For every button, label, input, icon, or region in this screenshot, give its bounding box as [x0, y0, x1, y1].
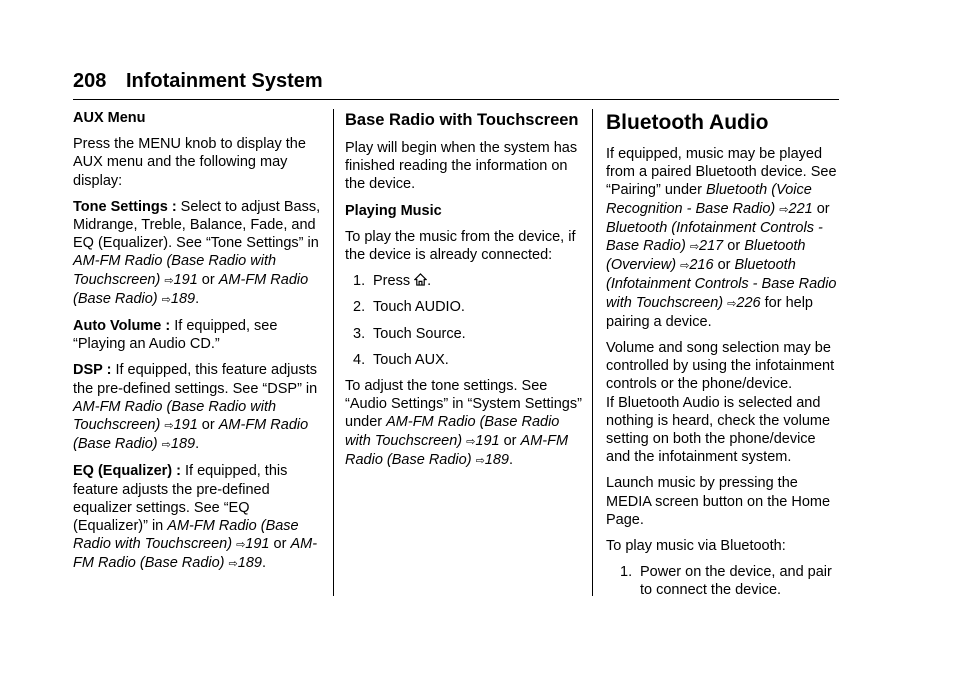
tone-page-1[interactable]: 191 — [173, 271, 198, 288]
playing-music-heading: Playing Music — [345, 202, 442, 219]
auto-volume-text: If equipped, see “Playing an Audio CD.” — [73, 318, 278, 353]
dsp-entry — [73, 361, 323, 454]
bt-or-3: or — [713, 257, 735, 274]
auto-volume-entry — [73, 317, 323, 353]
dsp-or: or — [197, 417, 219, 434]
bt-paragraph-4: Launch music by pressing the MEDIA screen button on the Home Page. — [606, 475, 831, 528]
tone-page-2[interactable]: 189 — [170, 290, 196, 307]
bt-end: for help pairing a device. — [606, 294, 813, 330]
eq-ref-1[interactable]: AM-FM Radio (Base Radio with Touchscreen) — [73, 518, 299, 553]
bt-ref-4[interactable]: Bluetooth (Infotainment Controls - Base Radio with Touchscreen) — [606, 257, 837, 311]
step-end: . — [427, 273, 432, 290]
bt-page-4[interactable]: 226 — [736, 294, 761, 311]
column-3 — [606, 109, 840, 608]
list-item — [353, 272, 583, 290]
eq-page-2[interactable]: 189 — [237, 555, 262, 572]
eq-or: or — [269, 536, 291, 553]
dsp-ref-1[interactable]: AM-FM Radio (Base Radio with Touchscreen) — [73, 398, 277, 434]
bt-paragraph-5: To play music via Bluetooth: — [606, 538, 786, 555]
step-number: 1. — [620, 564, 633, 581]
adjust-text: To adjust the tone settings. See “Audio Settings” in “System Settings” under — [345, 378, 582, 431]
column-1 — [73, 109, 323, 582]
page-number: 208 — [73, 70, 107, 92]
page-reference-arrow-icon: ⇨ — [236, 539, 246, 552]
column-divider-2 — [592, 109, 593, 596]
step-text: Touch Source. — [373, 325, 466, 342]
aux-menu-heading: AUX Menu — [73, 110, 146, 126]
page-reference-arrow-icon: ⇨ — [475, 454, 485, 467]
step-text: Power on the device, and pair to connect the device. — [640, 564, 832, 599]
step-text — [373, 272, 583, 290]
dsp-page-1[interactable]: 191 — [173, 417, 198, 434]
step-number: 3. — [353, 325, 366, 342]
dsp-ref-2[interactable]: AM-FM Radio (Base Radio) — [73, 417, 309, 453]
column-2 — [345, 109, 583, 478]
list-item — [353, 351, 583, 369]
bt-page-3[interactable]: 216 — [689, 257, 714, 274]
page-reference-arrow-icon: ⇨ — [161, 439, 171, 452]
tone-settings-label: Tone Settings : — [73, 198, 177, 215]
bluetooth-intro — [606, 145, 840, 331]
eq-entry — [73, 462, 323, 573]
page-header — [73, 68, 323, 94]
bt-paragraph-3: If Bluetooth Audio is selected and nothing is heard, check the volume setting on both the phone/device and the infotainment system. — [606, 394, 831, 466]
page-reference-arrow-icon: ⇨ — [779, 203, 789, 216]
eq-label: EQ (Equalizer) : — [73, 463, 181, 480]
page-reference-arrow-icon: ⇨ — [680, 260, 690, 273]
tone-end: . — [195, 290, 200, 307]
auto-volume-label: Auto Volume : — [73, 318, 171, 335]
playing-steps — [345, 272, 583, 369]
bluetooth-steps — [606, 563, 840, 599]
step-text-part: Press — [373, 273, 415, 290]
adjust-ref-1[interactable]: AM-FM Radio (Base Radio with Touchscreen) — [345, 414, 560, 449]
adjust-ref-2[interactable]: AM-FM Radio (Base Radio) — [345, 432, 569, 468]
page-reference-arrow-icon: ⇨ — [727, 297, 737, 310]
step-text: Touch AUX. — [373, 351, 449, 368]
base-radio-intro: Play will begin when the system has finished reading the information on the device. — [345, 140, 578, 193]
bt-page-1[interactable]: 221 — [788, 200, 813, 217]
adjust-tone-paragraph — [345, 377, 583, 470]
home-icon — [414, 273, 427, 286]
header-rule — [73, 99, 839, 100]
bt-or-1: or — [812, 200, 830, 217]
bt-ref-1[interactable]: Bluetooth (Voice Recognition - Base Radio) — [606, 182, 812, 217]
step-number: 4. — [353, 351, 366, 368]
bt-ref-2[interactable]: Bluetooth (Infotainment Controls - Base Radio) — [606, 219, 823, 255]
adjust-or: or — [499, 432, 521, 449]
dsp-page-2[interactable]: 189 — [170, 436, 196, 453]
bt-or-2: or — [723, 238, 745, 255]
tone-settings-text: Select to adjust Bass, Midrange, Treble, Balance, Fade, and EQ (Equalizer). See “Tone Settings” in — [73, 198, 321, 252]
base-radio-heading: Base Radio with Touchscreen — [345, 111, 579, 129]
adjust-page-2[interactable]: 189 — [484, 451, 509, 468]
step-text: Touch AUDIO. — [373, 299, 465, 316]
tone-ref-2[interactable]: AM-FM Radio (Base Radio) — [73, 271, 309, 307]
dsp-label: DSP : — [73, 362, 112, 379]
eq-ref-2[interactable]: AM-FM Radio (Base Radio) — [73, 536, 318, 572]
eq-text: If equipped, this feature adjusts the pre-defined equalizer settings. See “EQ (Equalizer)” in — [73, 463, 288, 535]
aux-intro: Press the MENU knob to display the AUX menu and the following may display: — [73, 136, 306, 189]
bt-text: If equipped, music may be played from a paired Bluetooth device. See “Pairing” under — [606, 146, 837, 199]
column-divider-1 — [333, 109, 334, 596]
page-reference-arrow-icon: ⇨ — [164, 420, 174, 433]
bt-paragraph-2: Volume and song selection may be controlled by using the infotainment controls or the phone/device. — [606, 340, 835, 393]
page-reference-arrow-icon: ⇨ — [164, 274, 174, 287]
list-item — [353, 298, 583, 316]
section-title: Infotainment System — [125, 70, 323, 92]
playing-music-intro: To play the music from the device, if the device is already connected: — [345, 228, 576, 264]
page-reference-arrow-icon: ⇨ — [466, 435, 476, 448]
tone-ref-1[interactable]: AM-FM Radio (Base Radio with Touchscreen) — [73, 253, 277, 288]
bt-ref-3[interactable]: Bluetooth (Overview) — [606, 238, 806, 274]
adjust-page-1[interactable]: 191 — [475, 432, 500, 449]
step-number: 1. — [353, 273, 366, 290]
bluetooth-audio-heading: Bluetooth Audio — [606, 111, 769, 134]
eq-page-1[interactable]: 191 — [245, 536, 270, 553]
dsp-end: . — [195, 436, 200, 453]
list-item — [620, 563, 840, 599]
tone-or: or — [197, 271, 219, 288]
eq-end: . — [261, 555, 266, 572]
page-reference-arrow-icon: ⇨ — [228, 558, 238, 571]
tone-settings-entry — [73, 198, 323, 309]
bt-page-2[interactable]: 217 — [699, 238, 724, 255]
adjust-end: . — [509, 451, 514, 468]
page-reference-arrow-icon: ⇨ — [689, 241, 700, 254]
step-number: 2. — [353, 299, 366, 316]
dsp-text: If equipped, this feature adjusts the pre-defined settings. See “DSP” in — [73, 362, 318, 397]
list-item — [353, 325, 583, 343]
page-reference-arrow-icon: ⇨ — [161, 293, 171, 306]
